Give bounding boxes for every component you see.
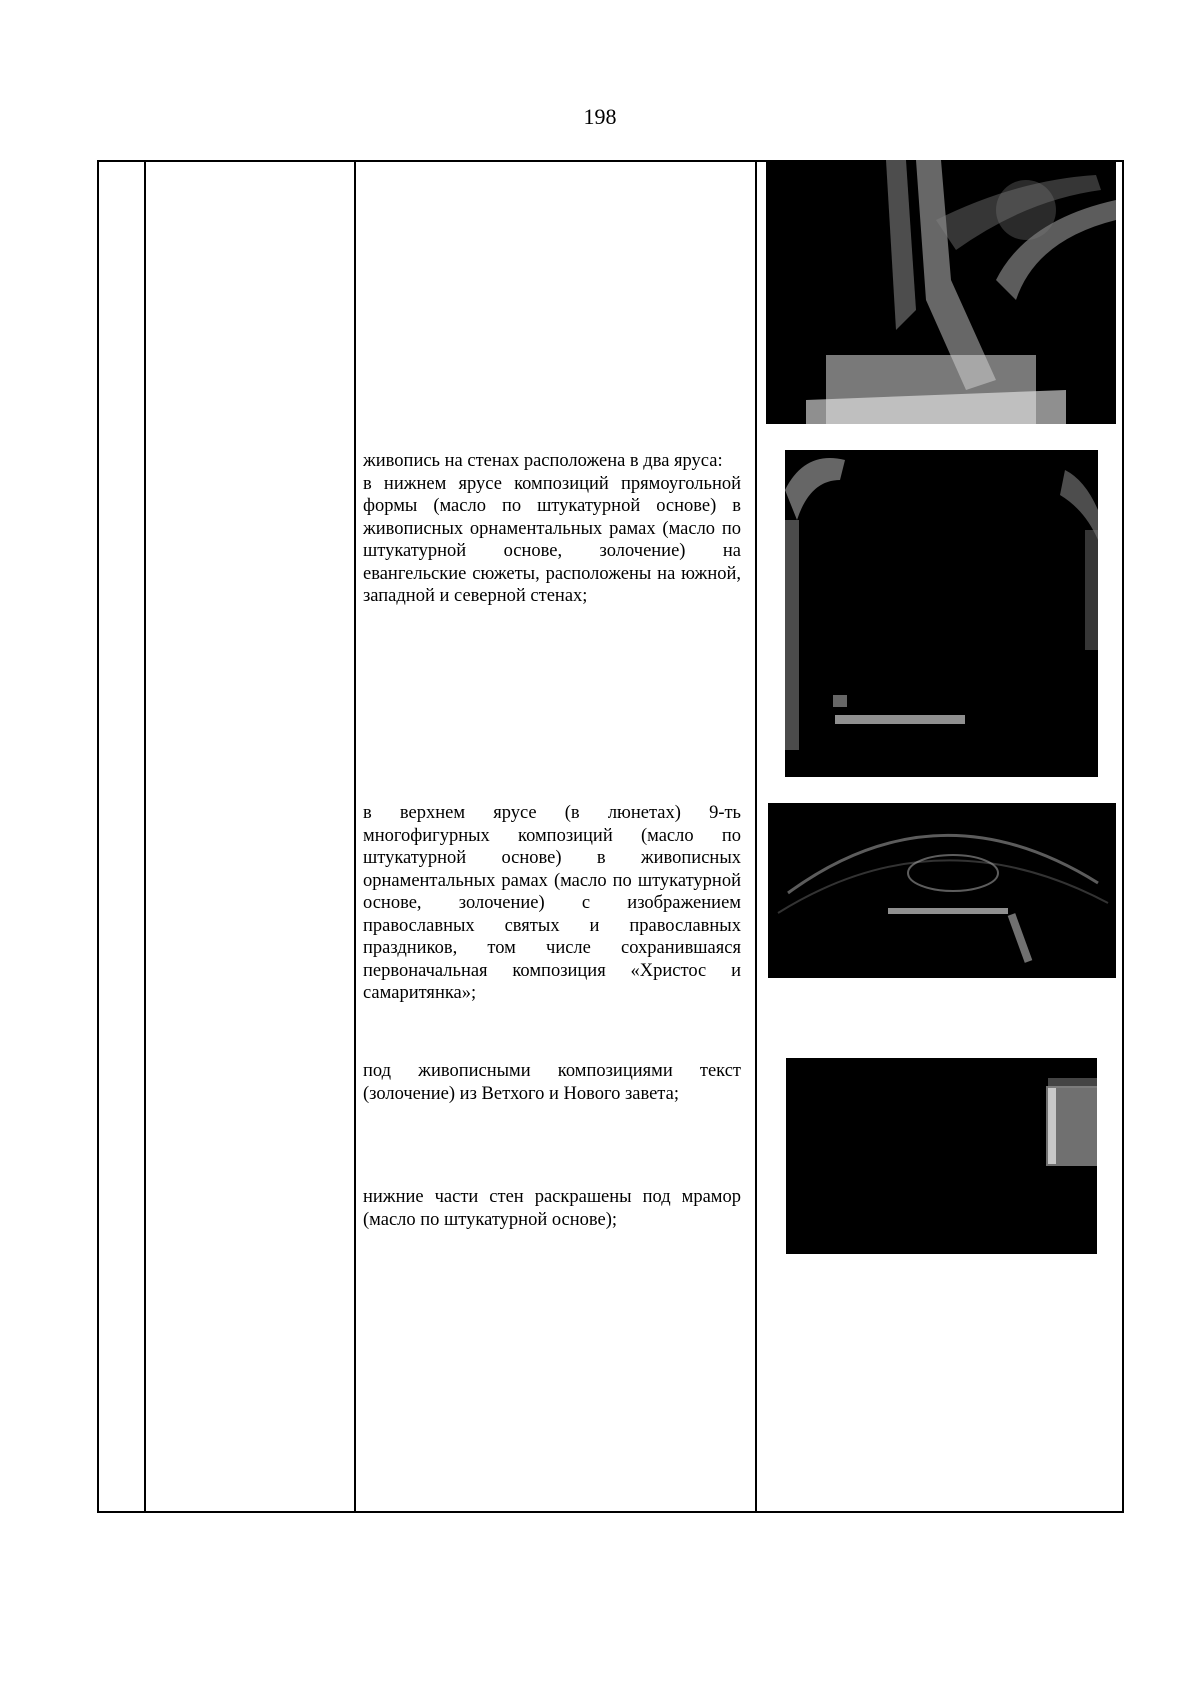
page-number: 198 [583,104,617,129]
text-block-paintings-intro [363,450,741,608]
paintings-lower-walls: нижние части стен раскрашены под мрамор (масло по штукатурной основе); [363,1187,741,1230]
column-divider [755,160,757,1513]
column-divider [144,160,146,1513]
photo-vault-rib-column [766,160,1116,424]
paintings-text-under: под живописными композициями текст (золочение) из Ветхого и Нового завета; [363,1061,741,1104]
photo-wall-painting-frame [785,450,1098,777]
paintings-intro: живопись на стенах расположена в два яруса: [363,451,723,471]
photo-gilded-text-panel [786,1058,1097,1254]
paintings-upper-tier: в верхнем ярусе (в люнетах) 9-ть многофигурных композиций (масло по штукатурной основе) в живописных орнаментальных рамах (масло по штукатурной основе, золочение) с изображением православных святых и православных праздников, том числе сохранившаяся первоначальная композиция «Христос и самаритянка»; [363,803,741,1003]
paintings-lower-tier: в нижнем ярусе композиций прямоугольной формы (масло по штукатурной основе) в живописных орнаментальных рамах (масло по штукатурной основе, золочение) на евангельские сюжеты, расположены на южной, западной и северной стенах; [363,473,741,606]
column-divider [354,160,356,1513]
text-block-upper-tier [363,802,741,1005]
text-block-under [363,1060,741,1105]
photo-lunette-composition [768,803,1116,978]
text-block-lower-walls [363,1186,741,1231]
